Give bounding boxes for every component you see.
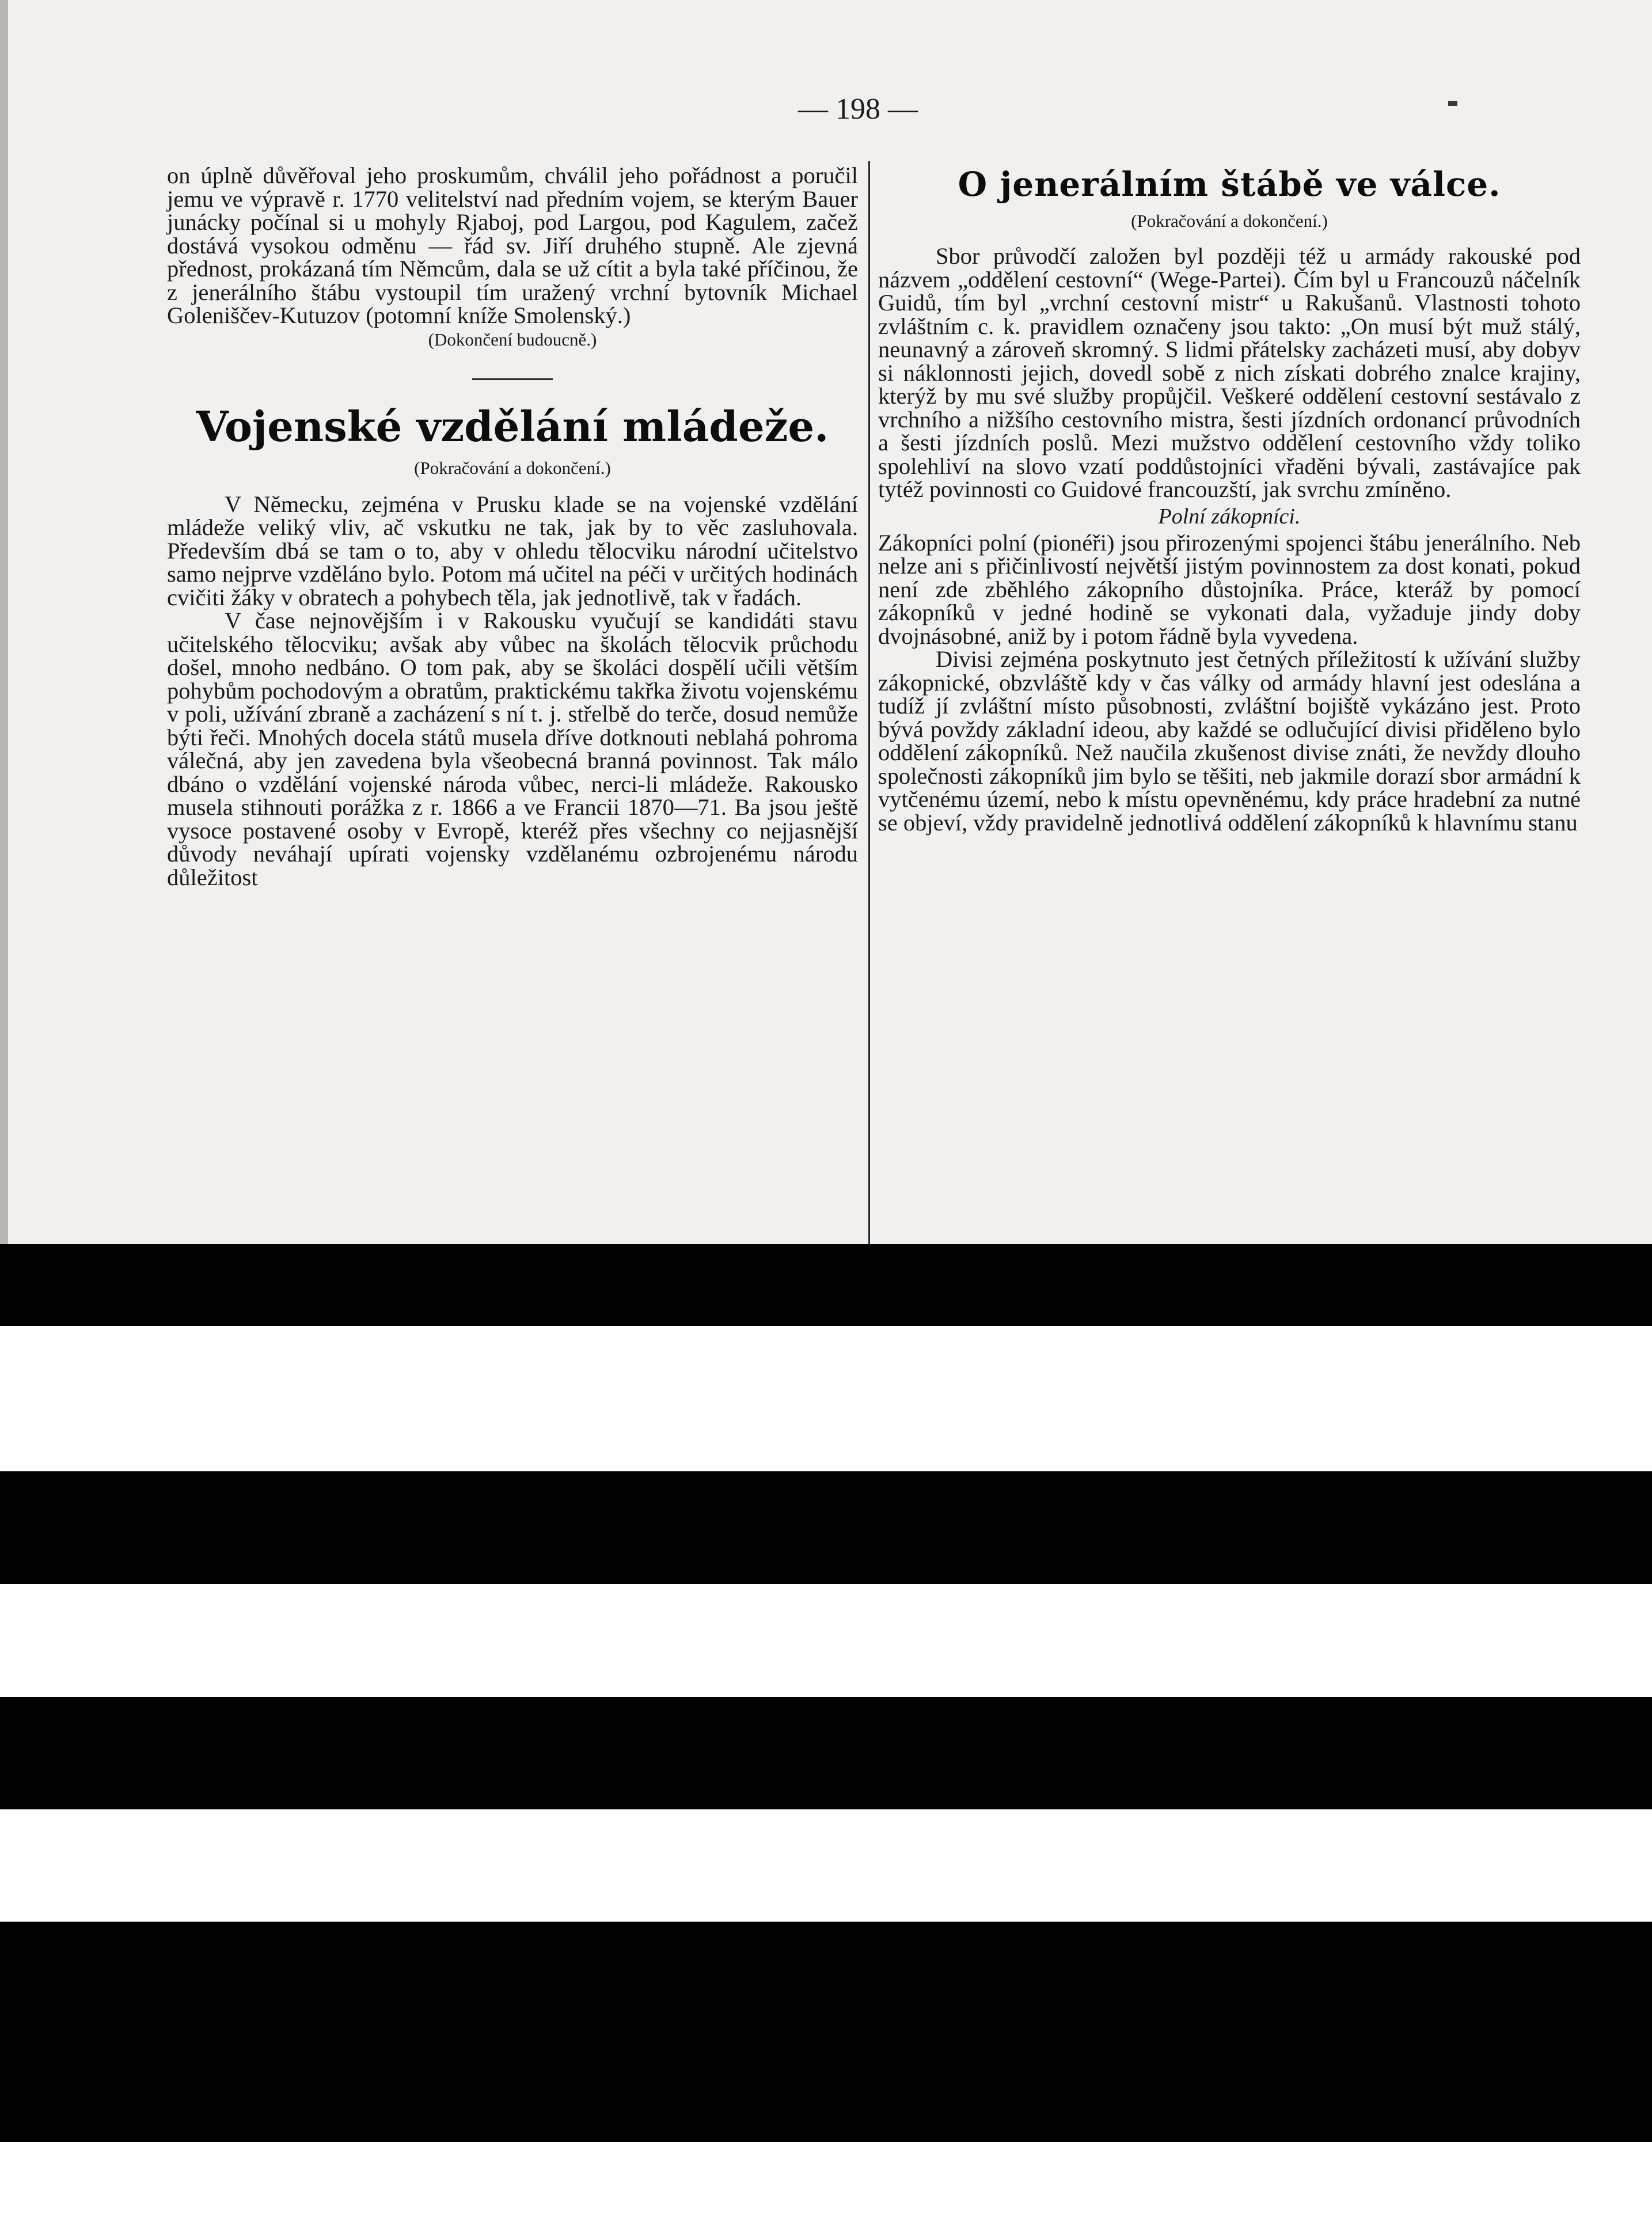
print-speck xyxy=(1448,101,1457,106)
black-bar xyxy=(0,1697,1652,1809)
article-paragraph: Zákopníci polní (pionéři) jsou přirozenými spojenci štábu jenerálního. Neb nelze ani s přičinlivostí největší jistým povinnostem za dost konati, pokud není zde zběhlého zákopního důstojníka. Práce, kteráž by pomocí zákopníků v jedné hodině se vykonati dala, vyžaduje jindy doby dvojnásobné, aniž by i potom řádně byla vyvedena. xyxy=(878,529,1581,649)
black-bar xyxy=(0,1922,1652,2142)
left-column xyxy=(167,164,858,889)
page-edge-shadow xyxy=(0,0,8,1244)
black-bar xyxy=(0,1471,1652,1584)
blank-band xyxy=(0,1809,1652,1922)
column-divider xyxy=(868,161,870,1244)
continuation-paragraph: on úplně důvěřoval jeho proskumům, chválil jeho pořádnost a poručil jemu ve výpravě r. 1770 velitelství nad předním vojem, se kterým Bauer junácky počínal si u mohyly Rjaboj, pod Largou, pod Kagulem, začež dostává vysokou odměnu — řád sv. Jiří druhého stupně. Ale zjevná přednost, prokázaná tím Němcům, dala se už cítit a byla také příčinou, že z jenerálního štábu vystoupil tím uražený vrchní bytovník Michael Goleniščev-Kutuzov (potomní kníže Smolenský.) xyxy=(167,162,858,328)
article-title-military-education: Vojenské vzdělání mládeže. xyxy=(196,401,829,451)
article-paragraph: Divisi zejména poskytnuto jest četných příležitostí k užívání služby zákopnické, obzvláště kdy v čas války od armády hlavní jest odeslána a tudíž jí zvláštní místo působnosti, zvláštní bojiště vykázáno jest. Proto bývá povždy základní ideou, aby každé se odlučující divisi přiděleno bylo oddělení zákopníků. Než naučila zkušenost divise znáti, že nevždy dlouho společnosti zákopníků jim bylo se těšiti, neb jakmile dorazí sbor armádní k vytčenému území, nebo k místu opevněnému, kdy práce hradební za nutné se objeví, vždy pravidelně jednotlivá oddělení zákopníků k hlavnímu stanu xyxy=(878,646,1581,836)
page-number: — 198 — xyxy=(798,93,918,126)
blank-band xyxy=(0,2142,1652,2228)
separator-rule xyxy=(472,378,553,380)
blank-band xyxy=(0,1584,1652,1697)
article-paragraph: Sbor průvodčí založen byl později též u armády rakouské pod názvem „oddělení cestovní“ (Wege-Partei). Čím byl u Francouzů náčelník Guidů, tím byl „vrchní cestovní mistr“ u Rakušanů. Vlastnosti tohoto zvláštním c. k. pravidlem označeny jsou takto: „On musí být muž stálý, neunavný a zároveň skromný. S lidmi přátelsky zacházeti musí, aby dobyv si náklonnosti jejich, dovedl sobě z nich získati dobrého znalce krajiny, kterýž by mu své služby propůjčil. Veškeré oddělení cestovní sestávalo z vrchního a nižšího cestovního mistra, šesti jízdních ordonancí průvodních a šesti jízdních poslů. Mezi mužstvo oddělení cestovního vždy toliko spolehliví na slovo vzatí poddůstojníci vřaděni bývali, zastávajíce pak tytéž povinnosti co Guidové francouzští, jak svrchu zmíněno. xyxy=(878,243,1581,502)
continuation-note: (Dokončení budoucně.) xyxy=(428,329,597,350)
section-title-field-sappers: Polní zákopníci. xyxy=(1158,504,1301,529)
article-subtitle-right: (Pokračování a dokončení.) xyxy=(1131,211,1328,231)
article-paragraph: V Německu, zejména v Prusku klade se na vojenské vzdělání mládeže veliký vliv, ač vskutku ne tak, jak by to věc zasluhovala. Především dbá se tam o to, aby v ohledu tělocviku národní učitelstvo samo nejprve vzděláno bylo. Potom má učitel na péči v určitých hodinách cvičiti žáky v obratech a pohybech těla, jak jednotlivě, tak v řadách. xyxy=(167,491,858,610)
blank-band xyxy=(0,1326,1652,1471)
article-subtitle-left: (Pokračování a dokončení.) xyxy=(414,457,611,478)
right-column xyxy=(878,164,1581,834)
black-bar xyxy=(0,1244,1652,1326)
article-paragraph: V čase nejnovějším i v Rakousku vyučují se kandidáti stavu učitelského tělocviku; avšak aby vůbec na školách tělocvik průchodu došel, mnoho nedbáno. O tom pak, aby se školáci dospělí učili větším pohybům pochodovým a obratům, praktickému takřka životu vojenskému v poli, užívání zbraně a zacházení s ní t. j. střelbě do terče, dosud nemůže býti řeči. Mnohých docela států musela dříve dotknouti neblahá pohroma válečná, aby jen zavedena byla všeobecná branná povinnost. Tak málo dbáno o vzdělání vojenské národa vůbec, nerci-li mládeže. Rakousko musela stihnouti porážka z r. 1866 a ve Francii 1870—71. Ba jsou ještě vysoce postavené osoby v Evropě, kteréž přes všechny co nejjasnější důvody neváhají upírati vojensky vzdělanému ozbrojenému národu důležitost xyxy=(167,608,858,890)
article-title-general-staff: O jenerálním štábě ve válce. xyxy=(958,165,1501,204)
